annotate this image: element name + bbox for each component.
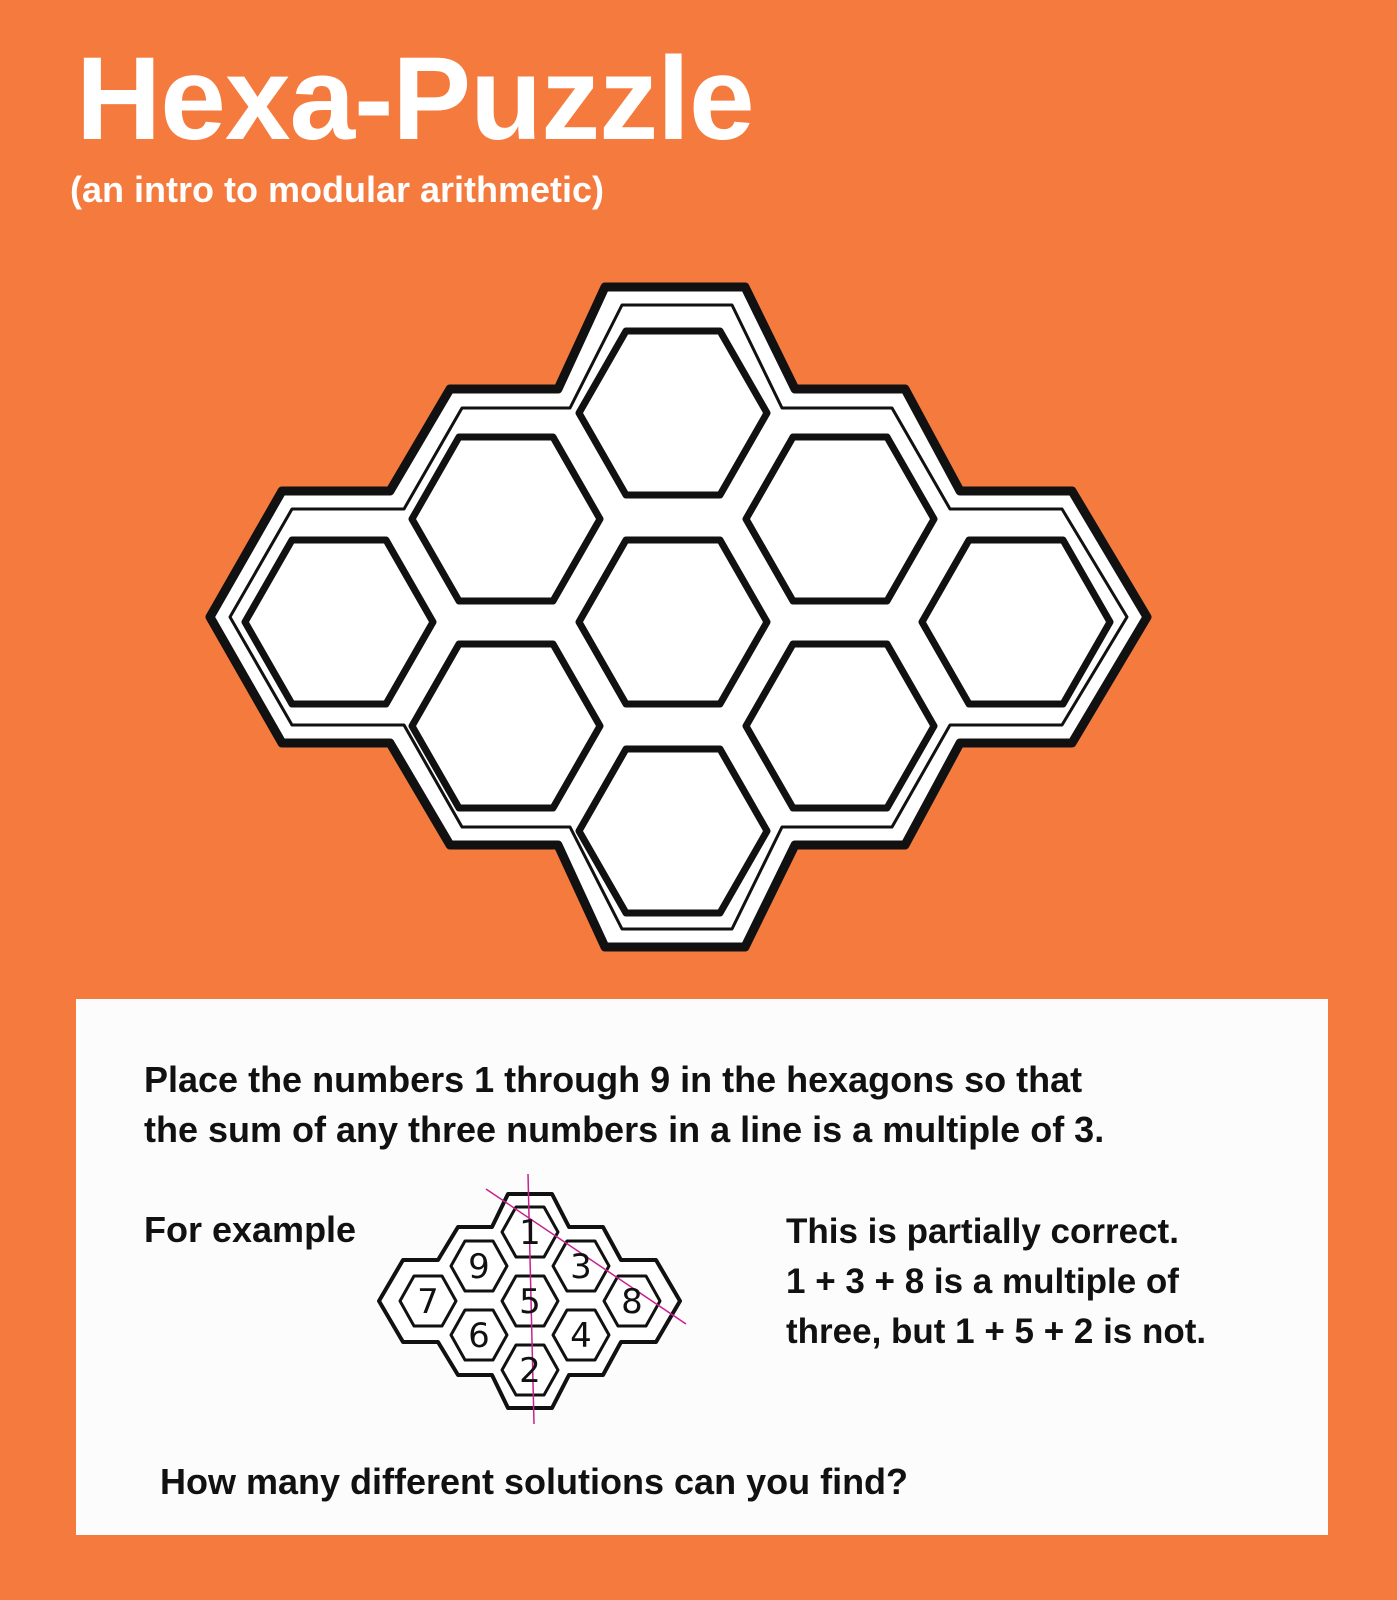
example-hexagon-grid	[376, 1169, 706, 1429]
instructions	[144, 1055, 1294, 1155]
challenge-question: How many different solutions can you find?	[160, 1461, 909, 1502]
explanation-line-2: 1 + 3 + 8 is a multiple of	[786, 1262, 1179, 1301]
explanation-line-1: This is partially correct.	[786, 1212, 1179, 1251]
example-num-top: 1	[519, 1213, 541, 1253]
explanation-line-3: three, but 1 + 5 + 2 is not.	[786, 1312, 1207, 1351]
example-num-right: 8	[621, 1282, 643, 1322]
example-num-bottom: 2	[519, 1351, 541, 1391]
page-title: Hexa-Puzzle	[76, 33, 754, 165]
example-explanation	[786, 1207, 1206, 1357]
example-num-upper-left: 9	[468, 1247, 490, 1287]
example-num-lower-right: 4	[570, 1316, 592, 1356]
instruction-line-2: the sum of any three numbers in a line is a multiple of 3.	[144, 1109, 1105, 1150]
instruction-card	[76, 999, 1328, 1535]
example-num-upper-right: 3	[570, 1247, 592, 1287]
page-subtitle: (an intro to modular arithmetic)	[70, 169, 605, 210]
example-num-center: 5	[519, 1282, 541, 1322]
example-num-left: 7	[417, 1282, 439, 1322]
example-label: For example	[144, 1209, 357, 1250]
instruction-line-1: Place the numbers 1 through 9 in the hexagons so that	[144, 1059, 1083, 1100]
example-num-lower-left: 6	[468, 1316, 490, 1356]
